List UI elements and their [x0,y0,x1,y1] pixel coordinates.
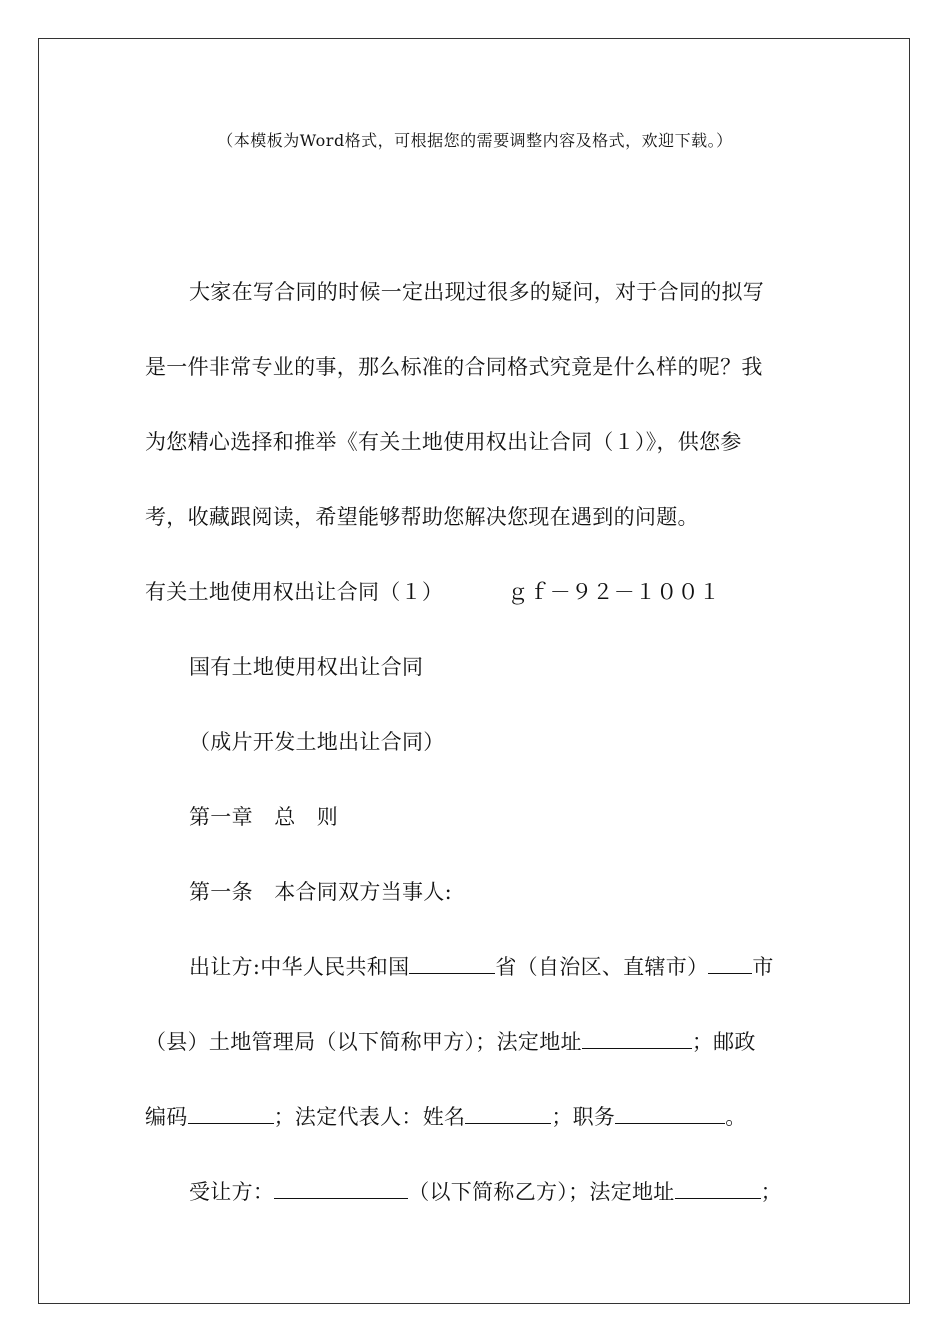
article-1: 第一条 本合同双方当事人: [189,880,452,904]
transferor-text-1: 出让方:中华人民共和国 [189,955,410,979]
transferor-text-3: 市 [752,955,774,979]
transferor-line-1 [189,951,774,981]
transferor-text-4: （县）土地管理局（以下简称甲方）；法定地址 [145,1030,582,1054]
transferor-text-5: ；邮政 [691,1030,756,1054]
city-blank[interactable] [708,953,752,974]
contract-name: 国有土地使用权出让合同 [189,655,424,679]
contract-code: ｇｆ－９２－１００１ [507,580,721,604]
province-blank[interactable] [409,953,495,974]
template-notice: （本模板为Word格式，可根据您的需要调整内容及格式，欢迎下载。） [217,131,733,150]
transferor-line-2 [145,1026,756,1056]
intro-line-2: 是一件非常专业的事，那么标准的合同格式究竟是什么样的呢？我 [145,355,763,379]
intro-line-4: 考，收藏跟阅读，希望能够帮助您解决您现在遇到的问题。 [145,505,699,529]
intro-line-3: 为您精心选择和推举《有关土地使用权出让合同（１）》，供您参 [145,430,742,454]
transferee-text-3: ； [760,1180,782,1204]
transferor-address-blank[interactable] [582,1028,692,1049]
chapter-heading: 第一章 总 则 [189,805,339,829]
transferee-text-2: （以下简称乙方）；法定地址 [408,1180,675,1204]
transferor-text-2: 省（自治区、直辖市） [495,955,709,979]
transferor-text-9: 。 [725,1105,747,1129]
contract-title-line [145,576,720,606]
transferor-text-8: ；职务 [551,1105,616,1129]
transferor-text-7: ；法定代表人：姓名 [273,1105,466,1129]
transferee-line [189,1176,782,1206]
contract-title: 有关土地使用权出让合同（１） [145,580,444,604]
contract-subtitle: （成片开发土地出让合同） [189,730,445,754]
representative-name-blank[interactable] [465,1103,551,1124]
transferee-name-blank[interactable] [274,1178,408,1199]
transferor-line-3 [145,1101,747,1131]
position-blank[interactable] [615,1103,725,1124]
postal-code-blank[interactable] [188,1103,274,1124]
transferee-text-1: 受让方： [189,1180,275,1204]
intro-line-1: 大家在写合同的时候一定出现过很多的疑问，对于合同的拟写 [189,280,765,304]
transferee-address-blank[interactable] [675,1178,761,1199]
transferor-text-6: 编码 [145,1105,188,1129]
